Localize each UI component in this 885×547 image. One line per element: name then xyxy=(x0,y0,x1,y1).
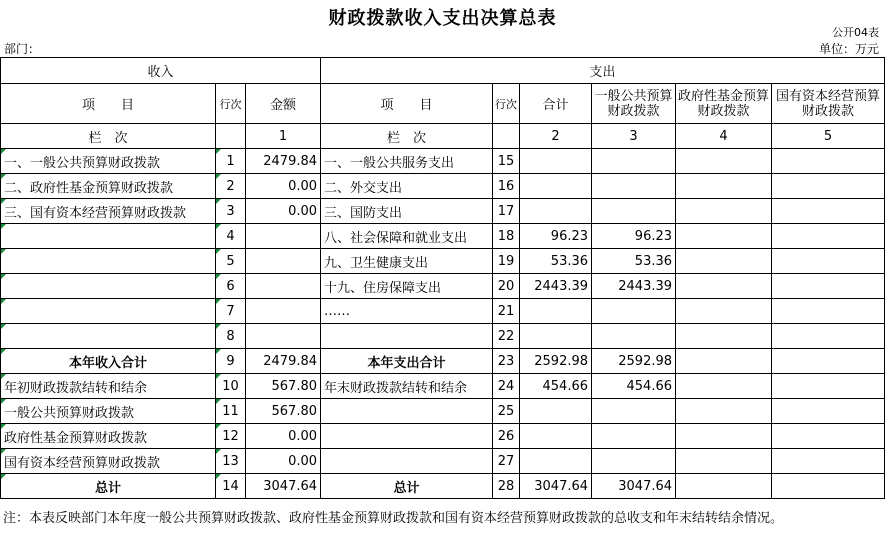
income-line-cell: 9 xyxy=(216,349,246,374)
expense-total-cell xyxy=(520,399,592,424)
income-amount-header: 金额 xyxy=(246,84,321,124)
expense-total-cell xyxy=(520,199,592,224)
expense-general-cell: 454.66 xyxy=(592,374,676,399)
expense-line-cell: 20 xyxy=(493,274,520,299)
table-row xyxy=(1,299,885,324)
income-amount-cell: 567.80 xyxy=(246,399,321,424)
table-row xyxy=(1,199,885,224)
income-amount-cell xyxy=(246,224,321,249)
expense-total-header: 合计 xyxy=(520,84,592,124)
income-amount-cell: 2479.84 xyxy=(246,149,321,174)
expense-fund-cell xyxy=(676,299,772,324)
expense-total-cell xyxy=(520,299,592,324)
column-header-row xyxy=(1,84,885,124)
expense-line-cell: 17 xyxy=(493,199,520,224)
income-amount-cell: 567.80 xyxy=(246,374,321,399)
expense-fund-cell xyxy=(676,249,772,274)
expense-line-cell: 23 xyxy=(493,349,520,374)
expense-item-cell: 年末财政拨款结转和结余 xyxy=(321,374,493,399)
income-line-cell: 4 xyxy=(216,224,246,249)
income-amount-cell: 0.00 xyxy=(246,449,321,474)
expense-item-cell xyxy=(321,449,493,474)
expense-total-cell: 96.23 xyxy=(520,224,592,249)
expense-general-cell: 96.23 xyxy=(592,224,676,249)
expense-general-cell xyxy=(592,299,676,324)
expense-state-cell xyxy=(772,149,885,174)
income-item-cell xyxy=(1,249,216,274)
expense-item-cell: 三、国防支出 xyxy=(321,199,493,224)
expense-item-cell: 八、社会保障和就业支出 xyxy=(321,224,493,249)
expense-lanci-empty xyxy=(493,124,520,149)
report-title: 财政拨款收入支出决算总表 xyxy=(328,8,557,29)
fund-budget-header: 政府性基金预算财政拨款 xyxy=(676,84,772,124)
income-item-cell xyxy=(1,299,216,324)
table-row xyxy=(1,324,885,349)
expense-line-cell: 28 xyxy=(493,474,520,499)
column-number-row xyxy=(1,124,885,149)
income-amount-cell: 0.00 xyxy=(246,199,321,224)
income-line-cell: 11 xyxy=(216,399,246,424)
expense-fund-cell xyxy=(676,374,772,399)
table-row xyxy=(1,249,885,274)
income-item-cell: 总计 xyxy=(1,474,216,499)
income-line-cell: 2 xyxy=(216,174,246,199)
expense-line-cell: 21 xyxy=(493,299,520,324)
expense-state-cell xyxy=(772,424,885,449)
expense-general-cell: 53.36 xyxy=(592,249,676,274)
income-item-cell: 三、国有资本经营预算财政拨款 xyxy=(1,199,216,224)
income-line-cell: 1 xyxy=(216,149,246,174)
income-line-cell: 5 xyxy=(216,249,246,274)
state-capital-header: 国有资本经营预算财政拨款 xyxy=(772,84,885,124)
expense-fund-cell xyxy=(676,349,772,374)
expense-item-cell: 十九、住房保障支出 xyxy=(321,274,493,299)
income-item-header: 项 目 xyxy=(1,84,216,124)
expense-total-cell: 2443.39 xyxy=(520,274,592,299)
col-num-1: 1 xyxy=(246,124,321,149)
expense-state-cell xyxy=(772,324,885,349)
table-row xyxy=(1,174,885,199)
income-amount-cell xyxy=(246,299,321,324)
income-amount-cell: 0.00 xyxy=(246,174,321,199)
expense-fund-cell xyxy=(676,274,772,299)
form-id: 公开04表 xyxy=(832,26,879,39)
expense-state-cell xyxy=(772,224,885,249)
expense-state-cell xyxy=(772,199,885,224)
income-line-cell: 14 xyxy=(216,474,246,499)
income-line-cell: 8 xyxy=(216,324,246,349)
expense-state-cell xyxy=(772,374,885,399)
table-row xyxy=(1,449,885,474)
income-item-cell xyxy=(1,274,216,299)
table-row xyxy=(1,399,885,424)
expense-state-cell xyxy=(772,474,885,499)
expense-item-cell xyxy=(321,399,493,424)
table-row xyxy=(1,149,885,174)
expense-state-cell xyxy=(772,399,885,424)
expense-line-cell: 19 xyxy=(493,249,520,274)
income-line-cell: 12 xyxy=(216,424,246,449)
expense-total-cell: 53.36 xyxy=(520,249,592,274)
expense-state-cell xyxy=(772,299,885,324)
budget-table xyxy=(0,57,885,499)
table-row xyxy=(1,474,885,499)
expense-state-cell xyxy=(772,274,885,299)
income-item-cell: 一、一般公共预算财政拨款 xyxy=(1,149,216,174)
section-header-row xyxy=(1,58,885,84)
expense-general-cell: 2592.98 xyxy=(592,349,676,374)
expense-line-cell: 18 xyxy=(493,224,520,249)
expense-total-cell xyxy=(520,149,592,174)
expense-general-cell xyxy=(592,399,676,424)
col-num-3: 3 xyxy=(592,124,676,149)
expense-line-cell: 22 xyxy=(493,324,520,349)
income-line-header: 行次 xyxy=(216,84,246,124)
expense-state-cell xyxy=(772,174,885,199)
expense-state-cell xyxy=(772,249,885,274)
expense-item-cell: 总计 xyxy=(321,474,493,499)
footnote: 注：本表反映部门本年度一般公共预算财政拨款、政府性基金预算财政拨款和国有资本经营预算财政拨款的总收支和年末结转结余情况。 xyxy=(3,511,784,526)
table-row xyxy=(1,374,885,399)
income-item-cell: 国有资本经营预算财政拨款 xyxy=(1,449,216,474)
expense-fund-cell xyxy=(676,424,772,449)
expense-item-header: 项 目 xyxy=(321,84,493,124)
income-amount-cell: 0.00 xyxy=(246,424,321,449)
expense-fund-cell xyxy=(676,174,772,199)
income-item-cell xyxy=(1,224,216,249)
expense-fund-cell xyxy=(676,399,772,424)
table-row xyxy=(1,274,885,299)
expense-total-cell: 2592.98 xyxy=(520,349,592,374)
expense-total-cell xyxy=(520,424,592,449)
expense-line-cell: 15 xyxy=(493,149,520,174)
income-line-cell: 7 xyxy=(216,299,246,324)
general-budget-header: 一般公共预算财政拨款 xyxy=(592,84,676,124)
expense-line-cell: 16 xyxy=(493,174,520,199)
expense-lanci-label: 栏 次 xyxy=(321,124,493,149)
expense-total-cell xyxy=(520,449,592,474)
income-line-cell: 6 xyxy=(216,274,246,299)
expense-item-cell: 一、一般公共服务支出 xyxy=(321,149,493,174)
table-row xyxy=(1,224,885,249)
expense-general-cell xyxy=(592,449,676,474)
income-line-cell: 3 xyxy=(216,199,246,224)
expense-item-cell: …… xyxy=(321,299,493,324)
col-num-4: 4 xyxy=(676,124,772,149)
expense-item-cell: 九、卫生健康支出 xyxy=(321,249,493,274)
income-item-cell: 政府性基金预算财政拨款 xyxy=(1,424,216,449)
expense-general-cell xyxy=(592,424,676,449)
income-lanci-label: 栏 次 xyxy=(1,124,216,149)
expense-line-cell: 25 xyxy=(493,399,520,424)
expense-line-cell: 27 xyxy=(493,449,520,474)
table-row xyxy=(1,424,885,449)
expense-line-cell: 24 xyxy=(493,374,520,399)
expense-general-cell xyxy=(592,324,676,349)
expense-total-cell xyxy=(520,324,592,349)
expense-item-cell: 本年支出合计 xyxy=(321,349,493,374)
income-amount-cell: 2479.84 xyxy=(246,349,321,374)
income-section-header: 收入 xyxy=(1,58,321,84)
expense-fund-cell xyxy=(676,474,772,499)
income-line-cell: 10 xyxy=(216,374,246,399)
income-amount-cell xyxy=(246,249,321,274)
expense-item-cell xyxy=(321,324,493,349)
income-amount-cell: 3047.64 xyxy=(246,474,321,499)
expense-general-cell: 3047.64 xyxy=(592,474,676,499)
expense-total-cell xyxy=(520,174,592,199)
expense-total-cell: 454.66 xyxy=(520,374,592,399)
expense-general-cell xyxy=(592,149,676,174)
col-num-5: 5 xyxy=(772,124,885,149)
income-lanci-empty xyxy=(216,124,246,149)
expense-fund-cell xyxy=(676,324,772,349)
income-item-cell xyxy=(1,324,216,349)
income-amount-cell xyxy=(246,274,321,299)
income-item-cell: 二、政府性基金预算财政拨款 xyxy=(1,174,216,199)
department-label: 部门： xyxy=(4,42,41,56)
expense-item-cell: 二、外交支出 xyxy=(321,174,493,199)
expense-general-cell xyxy=(592,199,676,224)
expense-fund-cell xyxy=(676,449,772,474)
table-body xyxy=(1,149,885,499)
income-amount-cell xyxy=(246,324,321,349)
expense-line-header: 行次 xyxy=(493,84,520,124)
income-item-cell: 一般公共预算财政拨款 xyxy=(1,399,216,424)
expense-fund-cell xyxy=(676,149,772,174)
income-item-cell: 本年收入合计 xyxy=(1,349,216,374)
income-line-cell: 13 xyxy=(216,449,246,474)
expense-section-header: 支出 xyxy=(321,58,885,84)
expense-general-cell: 2443.39 xyxy=(592,274,676,299)
expense-line-cell: 26 xyxy=(493,424,520,449)
table-row xyxy=(1,349,885,374)
expense-total-cell: 3047.64 xyxy=(520,474,592,499)
expense-general-cell xyxy=(592,174,676,199)
col-num-2: 2 xyxy=(520,124,592,149)
expense-fund-cell xyxy=(676,224,772,249)
unit-label: 单位：万元 xyxy=(818,42,879,56)
expense-state-cell xyxy=(772,349,885,374)
expense-item-cell xyxy=(321,424,493,449)
income-item-cell: 年初财政拨款结转和结余 xyxy=(1,374,216,399)
expense-state-cell xyxy=(772,449,885,474)
expense-fund-cell xyxy=(676,199,772,224)
